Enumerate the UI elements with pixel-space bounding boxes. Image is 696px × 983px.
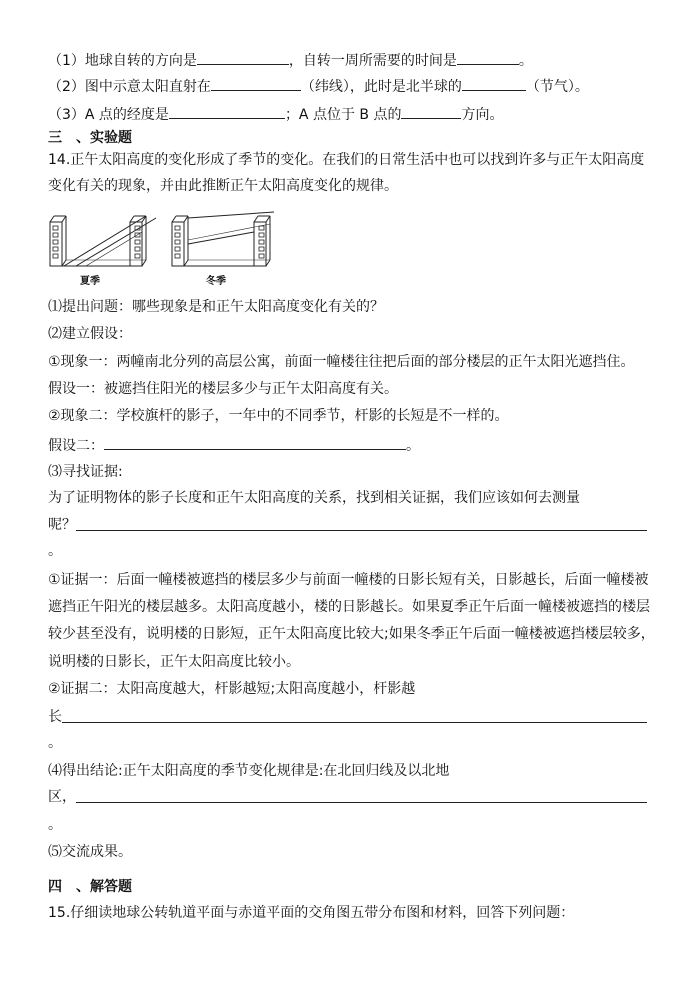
punct: 。 <box>406 438 420 454</box>
answer-blank[interactable] <box>462 78 526 91</box>
q13-line-2 <box>48 78 589 94</box>
punct: 。 <box>518 53 533 69</box>
step-4-line-1: ⑷得出结论:正午太阳高度的季节变化规律是:在北回归线及以北地 <box>48 763 450 779</box>
q13-3-suffix: 方向。 <box>461 107 504 123</box>
answer-blank[interactable] <box>62 722 647 723</box>
q13-line-1 <box>48 52 533 68</box>
winter-label: 冬季 <box>206 276 226 287</box>
summer-label: 夏季 <box>80 276 100 287</box>
hypothesis-2 <box>48 437 420 453</box>
step-3: ⑶寻找证据: <box>48 464 123 480</box>
phenomenon-1: ①现象一：两幢南北分列的高层公寓，前面一幢楼往往把后面的部分楼层的正午太阳光遮挡住。 <box>48 354 635 370</box>
q13-1-prefix: （1）地球自转的方向是 <box>48 53 197 69</box>
evidence-1-line-1: ①证据一：后面一幢楼被遮挡的楼层多少与前面一幢楼的日影长短有关，日影越长，后面一幢楼被 <box>48 572 649 588</box>
step-4-line-2: 区， <box>48 789 76 805</box>
answer-blank[interactable] <box>76 802 647 803</box>
evidence-question-1: 为了证明物体的影子长度和正午太阳高度的关系，找到相关证据，我们应该如何去测量 <box>48 490 580 506</box>
summer-diagram <box>50 216 156 287</box>
evidence-question-2: 呢？ <box>48 517 76 533</box>
q15-text: 15.仔细读地球公转轨道平面与赤道平面的交角图五带分布图和材料，回答下列问题： <box>48 905 575 921</box>
step-1: ⑴提出问题：哪些现象是和正午太阳高度变化有关的？ <box>48 299 384 315</box>
answer-blank[interactable] <box>457 52 519 65</box>
step-5: ⑸交流成果。 <box>48 844 132 860</box>
evidence-1-line-2: 遮挡正午阳光的楼层越多。太阳高度越小，楼的日影越长。如果夏季正午后面一幢楼被遮挡的楼层 <box>48 599 650 615</box>
q13-3-prefix: （3）A 点的经度是 <box>48 107 169 123</box>
answer-blank[interactable] <box>169 106 285 119</box>
q13-line-3 <box>48 106 503 122</box>
q13-2-middle: （纬线），此时是北半球的 <box>300 79 462 95</box>
q14-intro-line-2: 变化有关的现象，并由此推断正午太阳高度变化的规律。 <box>48 178 398 194</box>
evidence-1-line-3: 较少甚至没有，说明楼的日影短，正午太阳高度比较大;如果冬季正午后面一幢楼被遮挡楼层较多， <box>48 626 655 642</box>
q13-2-suffix: （节气）。 <box>525 79 589 95</box>
punct: 。 <box>48 543 62 559</box>
phenomenon-2: ②现象二：学校旗杆的影子，一年中的不同季节，杆影的长短是不一样的。 <box>48 408 509 424</box>
winter-diagram <box>172 212 274 287</box>
answer-blank[interactable] <box>197 52 289 65</box>
q14-intro-line-1: 14.正午太阳高度的变化形成了季节的变化。在我们的日常生活中也可以找到许多与正午太阳高度 <box>48 152 645 168</box>
q13-1-middle: ，自转一周所需要的时间是 <box>288 53 457 69</box>
evidence-2-line-1: ②证据二：太阳高度越大，杆影越短;太阳高度越小，杆影越 <box>48 681 416 697</box>
building-shadow-figure <box>46 210 276 290</box>
answer-blank[interactable] <box>76 530 647 531</box>
evidence-1-line-4: 说明楼的日影长，正午太阳高度比较小。 <box>48 654 300 670</box>
section-4-title: 四 、解答题 <box>48 879 132 895</box>
step-2: ⑵建立假设： <box>48 326 132 342</box>
q13-2-prefix: （2）图中示意太阳直射在 <box>48 79 211 95</box>
hypothesis-2-label: 假设二： <box>48 438 104 454</box>
section-3-title: 三 、实验题 <box>48 130 132 146</box>
q13-3-middle: ；A 点位于 B 点的 <box>284 107 402 123</box>
evidence-2-line-2: 长 <box>48 709 62 725</box>
punct: 。 <box>48 817 62 833</box>
answer-blank[interactable] <box>104 437 406 450</box>
hypothesis-1: 假设一：被遮挡住阳光的楼层多少与正午太阳高度有关。 <box>48 381 398 397</box>
punct: 。 <box>48 735 62 751</box>
answer-blank[interactable] <box>211 78 301 91</box>
answer-blank[interactable] <box>401 106 461 119</box>
